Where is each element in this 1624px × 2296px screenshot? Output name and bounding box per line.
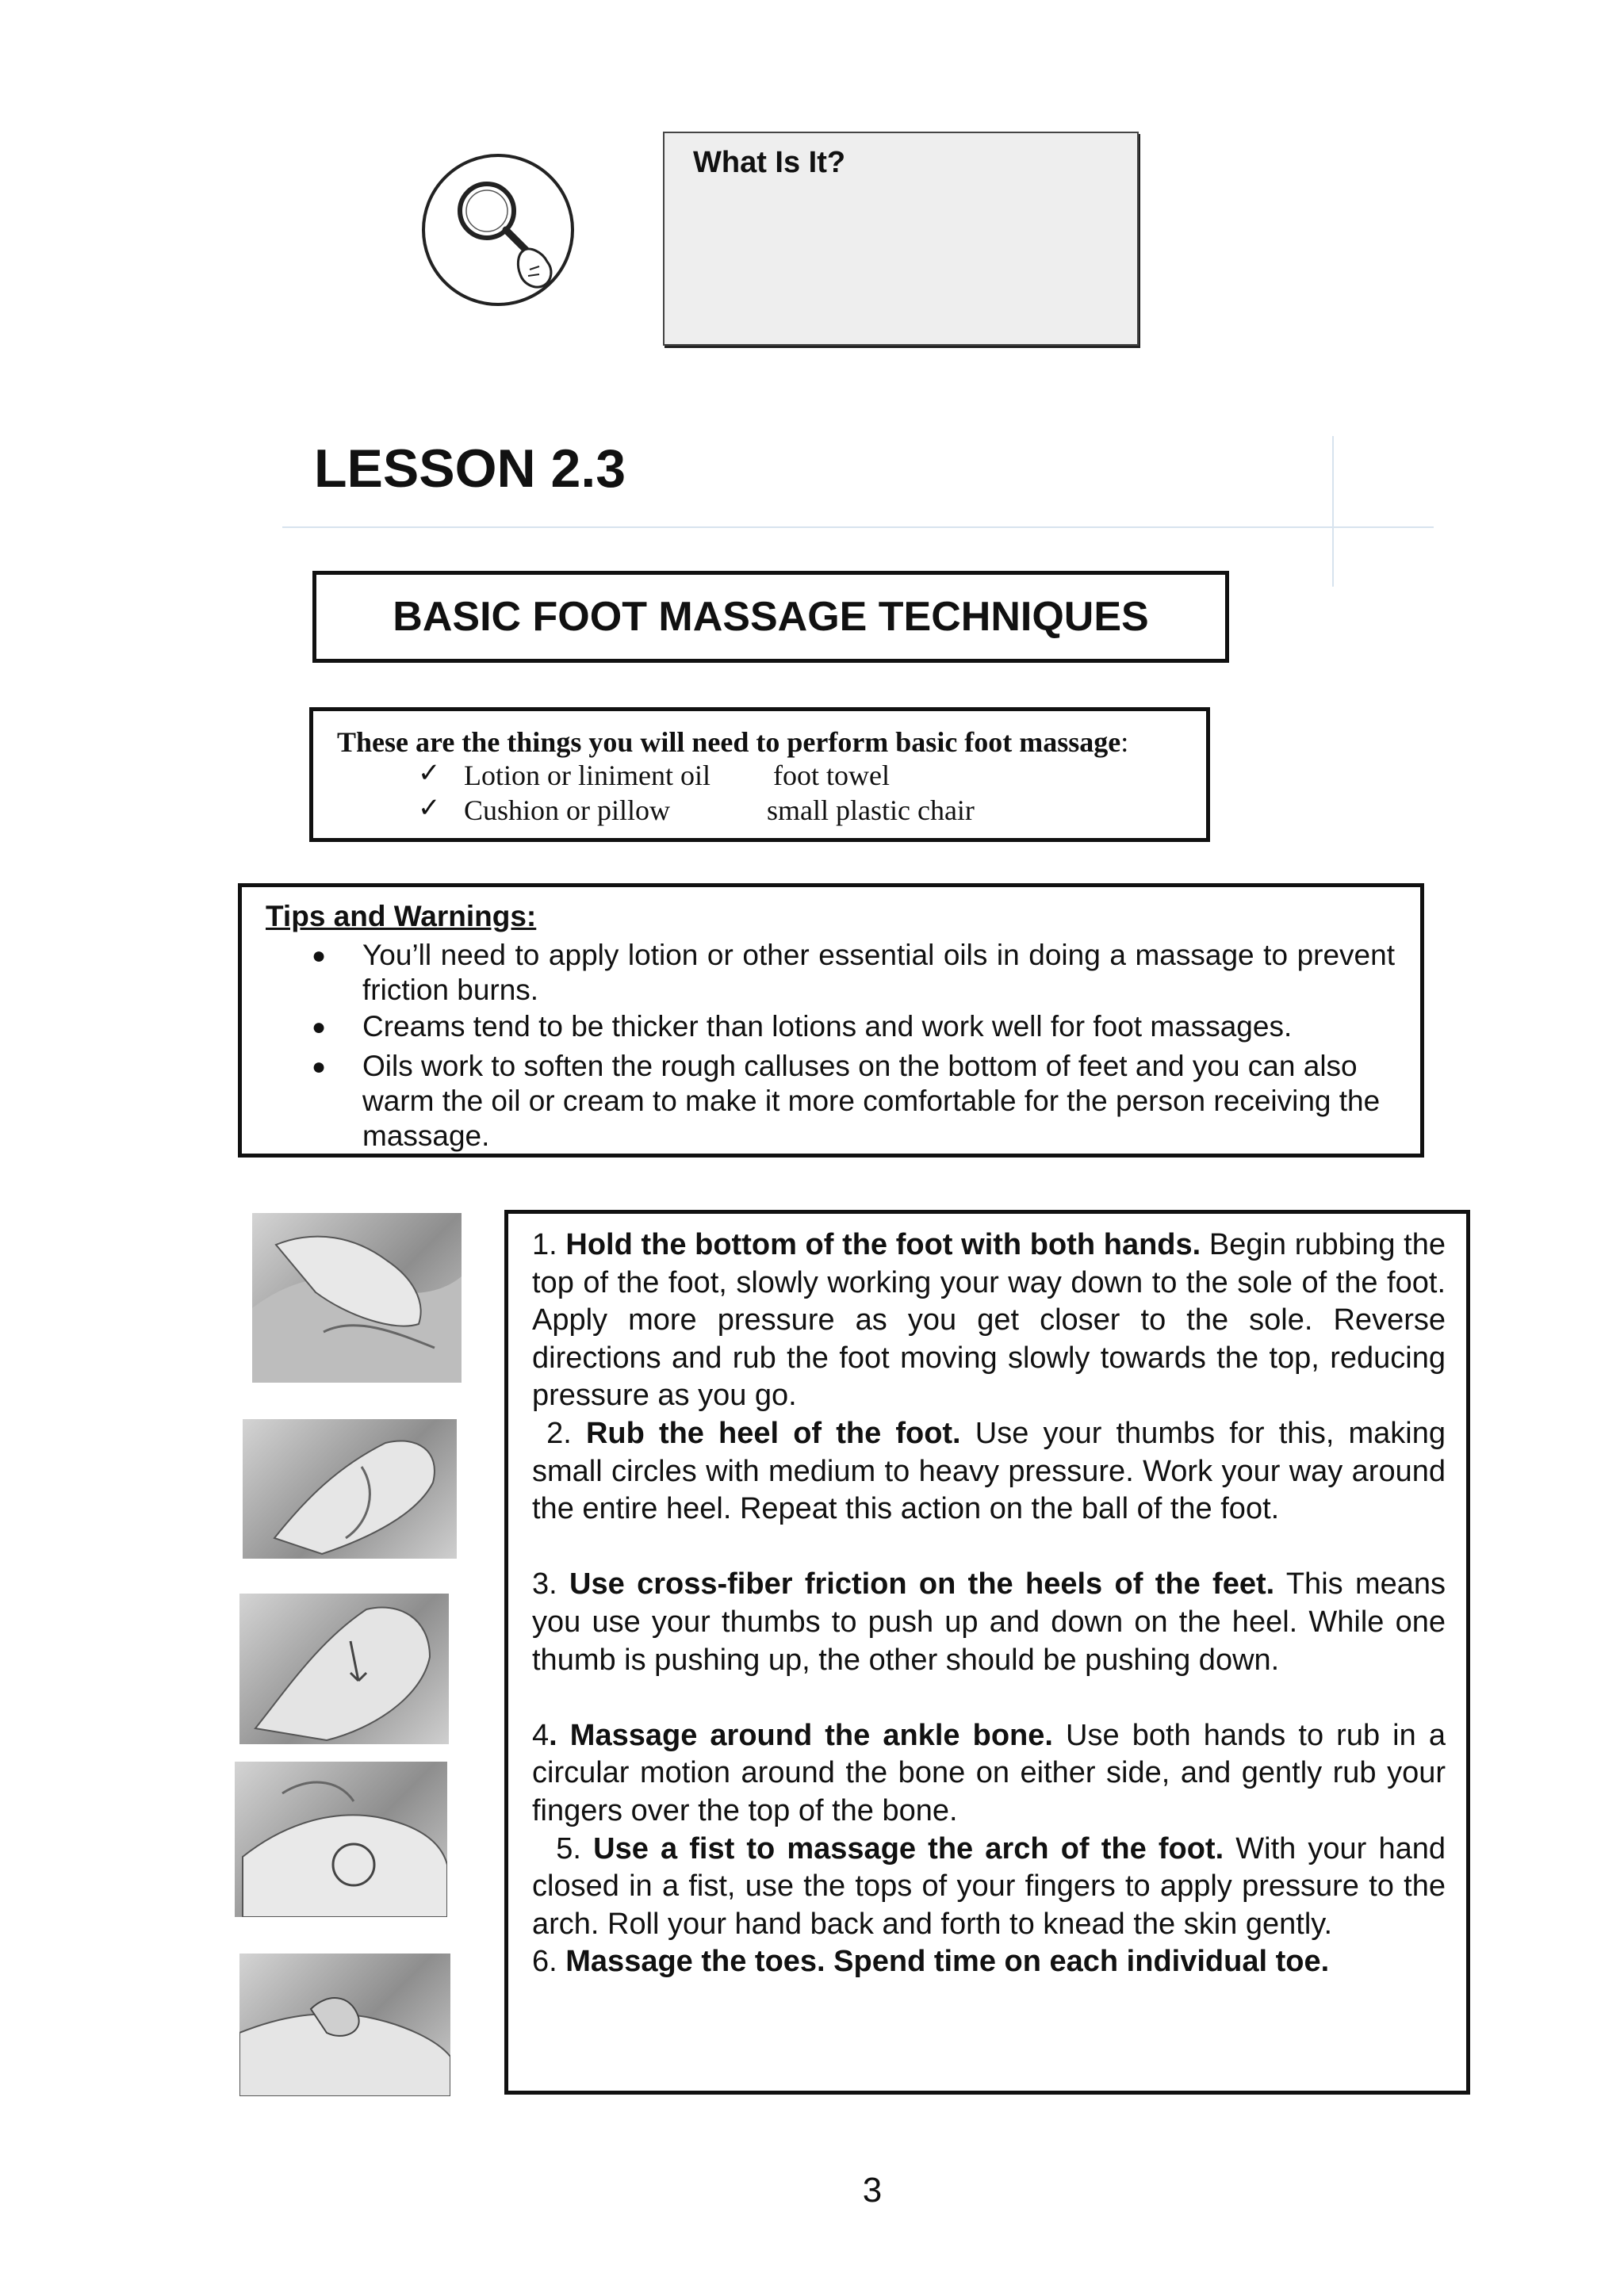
divider-line-vertical: [1332, 436, 1334, 587]
materials-item: small plastic chair: [767, 794, 975, 826]
lesson-title-box: [312, 571, 1229, 663]
bullet-icon: ●: [312, 1054, 327, 1080]
photo-cross-fiber: [239, 1594, 449, 1744]
materials-box: [309, 707, 1210, 842]
divider-line: [282, 526, 1434, 528]
tip-item: You’ll need to apply lotion or other essential oils in doing a massage to prevent friction burns.: [362, 939, 1395, 1006]
tip-item: Oils work to soften the rough calluses on the bottom of feet and you can also warm the oil or cream to make it more comfortable for the person receiving the massage.: [362, 1050, 1381, 1152]
photo-ankle-bone: [235, 1762, 447, 1917]
tips-box: [238, 883, 1424, 1158]
photo-hold-foot: [252, 1213, 462, 1383]
what-is-it-label: What Is It?: [693, 146, 846, 179]
tip-item: Creams tend to be thicker than lotions and work well for foot massages.: [362, 1010, 1293, 1043]
step-item: 2. Rub the heel of the foot. Use your thumbs for this, making small circles with medium to heavy pressure. Work your way around the entire heel. Repeat this action on the ball of the foot.: [532, 1416, 1446, 1526]
materials-item: Cushion or pillow: [464, 794, 671, 826]
step-item: 6. Massage the toes. Spend time on each individual toe.: [532, 1945, 1330, 1979]
check-icon: ✓: [418, 794, 441, 823]
step-item: 4. Massage around the ankle bone. Use both hands to rub in a circular motion around the bone on either side, and gently rub your fingers over the top of the bone.: [532, 1718, 1446, 1827]
what-is-it-box: [663, 132, 1139, 346]
lesson-title: BASIC FOOT MASSAGE TECHNIQUES: [393, 594, 1149, 640]
check-icon: ✓: [418, 759, 441, 788]
materials-item: foot towel: [773, 760, 890, 791]
step-item: 3. Use cross-fiber friction on the heels of the feet. This means you use your thumbs to push up and down on the heel. While one thumb is pushing up, the other should be pushing down.: [532, 1567, 1446, 1677]
bullet-icon: ●: [312, 1014, 327, 1040]
page-number: 3: [862, 2171, 883, 2210]
magnifier-icon: [419, 151, 577, 309]
steps-box: [504, 1210, 1470, 2095]
tips-heading: Tips and Warnings:: [266, 900, 537, 932]
photo-fist-arch: [239, 1954, 450, 2096]
materials-item: Lotion or liniment oil: [464, 760, 710, 791]
materials-heading: These are the things you will need to perform basic foot massage:: [337, 726, 1129, 758]
bullet-icon: ●: [312, 943, 327, 969]
lesson-number: LESSON 2.3: [314, 438, 626, 499]
photo-rub-heel: [243, 1419, 457, 1559]
step-item: 1. Hold the bottom of the foot with both hands. Begin rubbing the top of the foot, slowly working your way down to the sole of the foot. Apply more pressure as you get closer to the sole. Reverse directions and rub the foot moving slowly towards the top, reducing pressure as you go.: [532, 1228, 1446, 1413]
step-item: 5. Use a fist to massage the arch of the foot. With your hand closed in a fist, use the tops of your fingers to apply pressure to the arch. Roll your hand back and forth to knead the skin gently.: [532, 1831, 1446, 1941]
